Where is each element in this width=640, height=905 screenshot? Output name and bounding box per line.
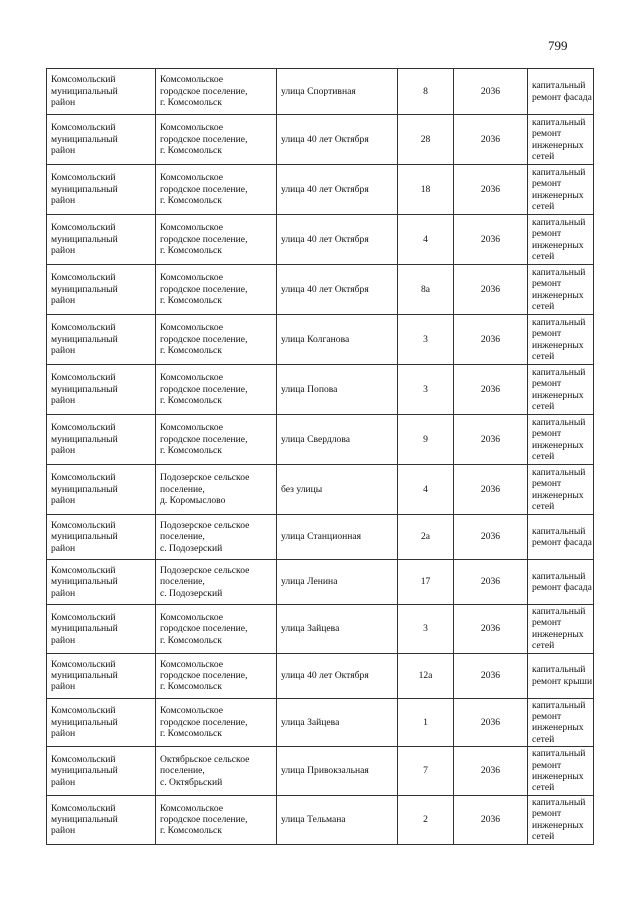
district-line: муниципальный xyxy=(51,716,118,728)
street-cell: улица 40 лет Октября xyxy=(277,215,398,265)
settlement-cell xyxy=(156,165,277,215)
settlement-line: Подозерское сельское xyxy=(160,519,250,531)
district-line: район xyxy=(51,728,76,740)
work-line: ремонт xyxy=(532,808,562,820)
settlement-line: городское поселение, xyxy=(160,133,248,145)
house-number-cell: 18 xyxy=(398,165,454,215)
work-line: инженерных xyxy=(532,722,584,734)
district-line: муниципальный xyxy=(51,669,118,681)
district-line: Комсомольский xyxy=(51,802,116,814)
work-line: ремонт xyxy=(532,228,562,240)
work-line: инженерных xyxy=(532,289,584,301)
year-cell: 2036 xyxy=(454,560,528,605)
settlement-line: Подозерское сельское xyxy=(160,472,250,484)
district-line: район xyxy=(51,345,76,357)
settlement-line: г. Комсомольск xyxy=(160,345,222,357)
table-row xyxy=(47,465,594,515)
street-cell: улица 40 лет Октября xyxy=(277,653,398,698)
settlement-line: Комсомольское xyxy=(160,422,223,434)
district-line: район xyxy=(51,195,76,207)
work-type-cell xyxy=(528,315,594,365)
house-number-cell: 4 xyxy=(398,215,454,265)
year-cell: 2036 xyxy=(454,465,528,515)
settlement-line: городское поселение, xyxy=(160,669,248,681)
work-line: ремонт xyxy=(532,428,562,440)
district-cell xyxy=(47,215,156,265)
district-line: муниципальный xyxy=(51,813,118,825)
settlement-line: Подозерское сельское xyxy=(160,564,250,576)
settlement-line: Комсомольское xyxy=(160,74,223,86)
work-type-cell xyxy=(528,560,594,605)
house-number-cell: 28 xyxy=(398,115,454,165)
district-line: Комсомольский xyxy=(51,753,116,765)
district-line: район xyxy=(51,825,76,837)
work-line: капитальный xyxy=(532,216,586,228)
settlement-line: городское поселение, xyxy=(160,333,248,345)
year-cell: 2036 xyxy=(454,795,528,844)
district-line: муниципальный xyxy=(51,85,118,97)
house-number-cell: 9 xyxy=(398,415,454,465)
work-type-cell xyxy=(528,365,594,415)
work-type-cell xyxy=(528,515,594,560)
year-cell: 2036 xyxy=(454,365,528,415)
work-line: капитальный xyxy=(532,416,586,428)
district-line: муниципальный xyxy=(51,483,118,495)
street-cell: улица Зайцева xyxy=(277,698,398,747)
house-number-cell: 4 xyxy=(398,465,454,515)
year-cell: 2036 xyxy=(454,515,528,560)
settlement-line: г. Комсомольск xyxy=(160,295,222,307)
district-line: Комсомольский xyxy=(51,372,116,384)
year-cell: 2036 xyxy=(454,698,528,747)
district-line: район xyxy=(51,681,76,693)
work-type-cell xyxy=(528,115,594,165)
district-line: Комсомольский xyxy=(51,122,116,134)
settlement-cell xyxy=(156,560,277,605)
work-line: капитальный xyxy=(532,80,586,92)
settlement-line: с. Подозерский xyxy=(160,542,223,554)
work-line: инженерных xyxy=(532,628,584,640)
settlement-line: г. Комсомольск xyxy=(160,728,222,740)
work-line: ремонт фасада xyxy=(532,91,592,103)
work-line: сетей xyxy=(532,200,555,212)
work-line: капитальный xyxy=(532,116,586,128)
table-row xyxy=(47,560,594,605)
settlement-line: с. Подозерский xyxy=(160,587,223,599)
work-line: ремонт xyxy=(532,178,562,190)
district-line: район xyxy=(51,542,76,554)
district-line: район xyxy=(51,395,76,407)
house-number-cell: 3 xyxy=(398,605,454,654)
district-line: район xyxy=(51,145,76,157)
work-line: капитальный xyxy=(532,316,586,328)
district-line: муниципальный xyxy=(51,433,118,445)
settlement-line: поселение, xyxy=(160,576,205,588)
work-line: инженерных xyxy=(532,339,584,351)
street-cell: улица 40 лет Октября xyxy=(277,265,398,315)
work-line: инженерных xyxy=(532,189,584,201)
settlement-line: поселение, xyxy=(160,765,205,777)
work-line: сетей xyxy=(532,640,555,652)
work-line: капитальный xyxy=(532,266,586,278)
street-cell: улица 40 лет Октября xyxy=(277,165,398,215)
district-cell xyxy=(47,653,156,698)
district-line: муниципальный xyxy=(51,333,118,345)
settlement-cell xyxy=(156,747,277,796)
district-line: Комсомольский xyxy=(51,222,116,234)
district-line: район xyxy=(51,776,76,788)
work-line: сетей xyxy=(532,250,555,262)
work-type-cell xyxy=(528,698,594,747)
table-row xyxy=(47,165,594,215)
district-line: муниципальный xyxy=(51,283,118,295)
work-line: капитальный xyxy=(532,166,586,178)
work-line: ремонт xyxy=(532,278,562,290)
settlement-cell xyxy=(156,215,277,265)
settlement-line: г. Комсомольск xyxy=(160,395,222,407)
district-cell xyxy=(47,165,156,215)
district-line: район xyxy=(51,495,76,507)
year-cell: 2036 xyxy=(454,165,528,215)
table-row xyxy=(47,653,594,698)
work-line: инженерных xyxy=(532,239,584,251)
settlement-line: Комсомольское xyxy=(160,222,223,234)
settlement-cell xyxy=(156,795,277,844)
street-cell: без улицы xyxy=(277,465,398,515)
work-line: капитальный xyxy=(532,664,586,676)
district-cell xyxy=(47,265,156,315)
table-row xyxy=(47,115,594,165)
work-line: сетей xyxy=(532,782,555,794)
district-line: Комсомольский xyxy=(51,172,116,184)
settlement-line: Комсомольское xyxy=(160,705,223,717)
district-cell xyxy=(47,698,156,747)
settlement-cell xyxy=(156,465,277,515)
year-cell: 2036 xyxy=(454,315,528,365)
work-type-cell xyxy=(528,265,594,315)
table-row xyxy=(47,795,594,844)
work-line: ремонт фасада xyxy=(532,582,592,593)
year-cell: 2036 xyxy=(454,215,528,265)
district-line: муниципальный xyxy=(51,183,118,195)
district-cell xyxy=(47,560,156,605)
street-cell: улица Свердлова xyxy=(277,415,398,465)
settlement-line: городское поселение, xyxy=(160,433,248,445)
district-line: муниципальный xyxy=(51,133,118,145)
district-line: Комсомольский xyxy=(51,564,116,576)
work-line: сетей xyxy=(532,400,555,412)
table-row xyxy=(47,365,594,415)
street-cell: улица Спортивная xyxy=(277,69,398,115)
street-cell: улица Тельмана xyxy=(277,795,398,844)
settlement-line: Октябрьское сельское xyxy=(160,753,250,765)
house-number-cell: 8 xyxy=(398,69,454,115)
street-cell: улица Зайцева xyxy=(277,605,398,654)
work-line: сетей xyxy=(532,150,555,162)
year-cell: 2036 xyxy=(454,653,528,698)
work-line: сетей xyxy=(532,350,555,362)
settlement-line: г. Комсомольск xyxy=(160,245,222,257)
street-cell: улица 40 лет Октября xyxy=(277,115,398,165)
year-cell: 2036 xyxy=(454,605,528,654)
house-number-cell: 12а xyxy=(398,653,454,698)
district-line: муниципальный xyxy=(51,531,118,543)
year-cell: 2036 xyxy=(454,69,528,115)
house-number-cell: 3 xyxy=(398,315,454,365)
table-row xyxy=(47,605,594,654)
table-row xyxy=(47,415,594,465)
work-type-cell xyxy=(528,795,594,844)
year-cell: 2036 xyxy=(454,747,528,796)
table-row xyxy=(47,265,594,315)
settlement-line: г. Комсомольск xyxy=(160,145,222,157)
settlement-line: с. Октябрьский xyxy=(160,776,223,788)
district-cell xyxy=(47,605,156,654)
settlement-line: городское поселение, xyxy=(160,623,248,635)
work-type-cell xyxy=(528,215,594,265)
district-cell xyxy=(47,69,156,115)
house-number-cell: 3 xyxy=(398,365,454,415)
district-line: Комсомольский xyxy=(51,422,116,434)
settlement-line: г. Комсомольск xyxy=(160,97,222,109)
work-line: инженерных xyxy=(532,439,584,451)
district-line: Комсомольский xyxy=(51,322,116,334)
settlement-line: городское поселение, xyxy=(160,716,248,728)
settlement-cell xyxy=(156,698,277,747)
settlement-line: городское поселение, xyxy=(160,813,248,825)
settlement-line: д. Коромыслово xyxy=(160,495,226,507)
district-line: район xyxy=(51,445,76,457)
street-cell: улица Привокзальная xyxy=(277,747,398,796)
district-line: район xyxy=(51,295,76,307)
work-line: ремонт xyxy=(532,617,562,629)
settlement-cell xyxy=(156,653,277,698)
work-line: ремонт xyxy=(532,378,562,390)
house-number-cell: 7 xyxy=(398,747,454,796)
settlement-cell xyxy=(156,415,277,465)
settlement-line: г. Комсомольск xyxy=(160,681,222,693)
year-cell: 2036 xyxy=(454,415,528,465)
work-line: сетей xyxy=(532,300,555,312)
settlement-cell xyxy=(156,515,277,560)
work-type-cell xyxy=(528,165,594,215)
settlement-line: г. Комсомольск xyxy=(160,445,222,457)
house-number-cell: 2 xyxy=(398,795,454,844)
district-line: муниципальный xyxy=(51,233,118,245)
work-line: сетей xyxy=(532,450,555,462)
work-line: капитальный xyxy=(532,699,586,711)
settlement-line: Комсомольское xyxy=(160,372,223,384)
work-line: сетей xyxy=(532,831,555,843)
district-line: район xyxy=(51,587,76,599)
work-line: сетей xyxy=(532,733,555,745)
district-line: район xyxy=(51,634,76,646)
street-cell: улица Колганова xyxy=(277,315,398,365)
work-type-cell xyxy=(528,605,594,654)
settlement-line: городское поселение, xyxy=(160,233,248,245)
settlement-line: Комсомольское xyxy=(160,611,223,623)
work-line: капитальный xyxy=(532,570,586,582)
work-type-cell xyxy=(528,653,594,698)
registry-table xyxy=(46,68,594,845)
work-line: ремонт крыши xyxy=(532,675,593,687)
work-type-cell xyxy=(528,465,594,515)
work-line: инженерных xyxy=(532,389,584,401)
work-line: ремонт фасада xyxy=(532,537,592,548)
work-line: капитальный xyxy=(532,366,586,378)
street-cell: улица Попова xyxy=(277,365,398,415)
settlement-line: городское поселение, xyxy=(160,283,248,295)
work-type-cell xyxy=(528,415,594,465)
district-cell xyxy=(47,365,156,415)
settlement-line: городское поселение, xyxy=(160,85,248,97)
table-row xyxy=(47,315,594,365)
page-number: 799 xyxy=(548,38,568,53)
house-number-cell: 2а xyxy=(398,515,454,560)
settlement-cell xyxy=(156,605,277,654)
settlement-line: Комсомольское xyxy=(160,658,223,670)
settlement-cell xyxy=(156,69,277,115)
work-line: ремонт xyxy=(532,478,562,490)
work-line: инженерных xyxy=(532,819,584,831)
settlement-line: Комсомольское xyxy=(160,322,223,334)
settlement-line: г. Комсомольск xyxy=(160,634,222,646)
table-row xyxy=(47,698,594,747)
house-number-cell: 1 xyxy=(398,698,454,747)
work-line: капитальный xyxy=(532,796,586,808)
year-cell: 2036 xyxy=(454,265,528,315)
district-line: муниципальный xyxy=(51,576,118,588)
table-row xyxy=(47,515,594,560)
district-line: район xyxy=(51,97,76,109)
work-line: капитальный xyxy=(532,748,586,760)
district-line: район xyxy=(51,245,76,257)
settlement-line: г. Комсомольск xyxy=(160,195,222,207)
house-number-cell: 17 xyxy=(398,560,454,605)
work-line: сетей xyxy=(532,500,555,512)
district-line: Комсомольский xyxy=(51,519,116,531)
table-body xyxy=(47,69,594,845)
settlement-line: городское поселение, xyxy=(160,383,248,395)
district-cell xyxy=(47,315,156,365)
work-line: капитальный xyxy=(532,606,586,617)
settlement-cell xyxy=(156,365,277,415)
settlement-line: Комсомольское xyxy=(160,802,223,814)
work-line: инженерных xyxy=(532,139,584,151)
work-line: ремонт xyxy=(532,128,562,140)
district-cell xyxy=(47,465,156,515)
settlement-line: Комсомольское xyxy=(160,272,223,284)
district-cell xyxy=(47,795,156,844)
work-line: ремонт xyxy=(532,759,562,771)
settlement-line: городское поселение, xyxy=(160,183,248,195)
district-line: Комсомольский xyxy=(51,472,116,484)
street-cell: улица Станционная xyxy=(277,515,398,560)
work-type-cell xyxy=(528,69,594,115)
settlement-line: Комсомольское xyxy=(160,122,223,134)
work-line: инженерных xyxy=(532,489,584,501)
district-cell xyxy=(47,115,156,165)
work-line: инженерных xyxy=(532,771,584,783)
house-number-cell: 8а xyxy=(398,265,454,315)
settlement-cell xyxy=(156,315,277,365)
district-line: муниципальный xyxy=(51,765,118,777)
work-line: капитальный xyxy=(532,466,586,478)
district-cell xyxy=(47,415,156,465)
district-line: муниципальный xyxy=(51,623,118,635)
settlement-line: поселение, xyxy=(160,483,205,495)
settlement-line: г. Комсомольск xyxy=(160,825,222,837)
district-cell xyxy=(47,515,156,560)
settlement-cell xyxy=(156,115,277,165)
district-cell xyxy=(47,747,156,796)
table-row xyxy=(47,747,594,796)
work-line: капитальный xyxy=(532,525,586,537)
street-cell: улица Ленина xyxy=(277,560,398,605)
district-line: муниципальный xyxy=(51,383,118,395)
settlement-cell xyxy=(156,265,277,315)
work-type-cell xyxy=(528,747,594,796)
settlement-line: поселение, xyxy=(160,531,205,543)
district-line: Комсомольский xyxy=(51,74,116,86)
district-line: Комсомольский xyxy=(51,705,116,717)
table-row xyxy=(47,215,594,265)
district-line: Комсомольский xyxy=(51,272,116,284)
district-line: Комсомольский xyxy=(51,658,116,670)
year-cell: 2036 xyxy=(454,115,528,165)
work-line: ремонт xyxy=(532,711,562,723)
table-row xyxy=(47,69,594,115)
work-line: ремонт xyxy=(532,328,562,340)
settlement-line: Комсомольское xyxy=(160,172,223,184)
district-line: Комсомольский xyxy=(51,611,116,623)
